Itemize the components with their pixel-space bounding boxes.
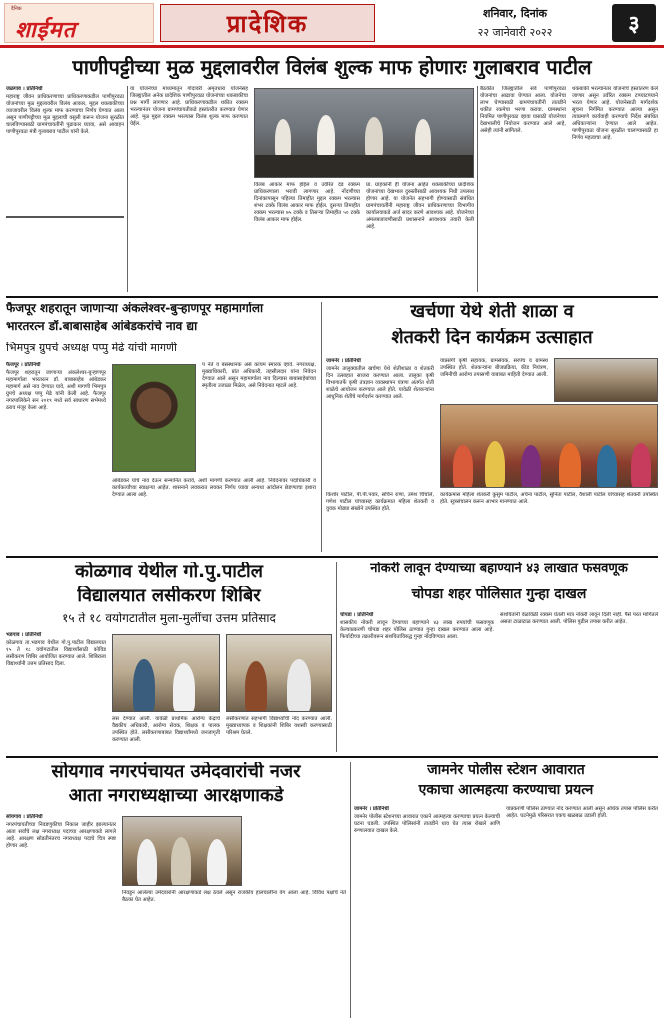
vaccine-body-2: लस देण्यात आली. यावेळी प्राथमिक आरोग्य केंद्राचे वैद्यकीय अधिकारी, आरोग्य सेवक, शिक्षक व पालक उपस्थित होते. लसीकरणाबाबत विद्यार्थ्यांमध्ये जनजागृती करण्यात आली. <box>112 716 220 743</box>
vaccine-column-3 <box>226 716 332 752</box>
election-photo <box>122 816 242 886</box>
election-headline-1: सोयगाव नगरपंचायत उमेदवारांची नजर <box>51 762 301 782</box>
lead-photo-field <box>6 216 124 218</box>
newspaper-logo <box>4 3 154 43</box>
vaccine-photo-2 <box>226 634 332 712</box>
highway-headline-1: फैजपूर शहरातून जाणाऱ्या अंकलेश्वर-बुऱ्हाणपूर महामार्गाला <box>6 302 264 315</box>
farm-headline-1: खर्चणा येथे शेती शाळा व <box>410 302 574 322</box>
highway-headline-2: भारतरत्न डॉ.बाबासाहेब आंबेडकरांचे नाव द्या <box>6 320 198 333</box>
farm-column-4 <box>440 492 658 552</box>
vaccine-body-1: कोळगाव ता.भडगाव येथील गो.पु.पाटील विद्यालयात १५ ते १८ वयोगटातील विद्यार्थ्यांसाठी कोविड लसीकरण शिबिर आयोजित करण्यात आले. शिबिराला विद्यार्थ्यांनी उत्तम प्रतिसाद दिला. <box>6 640 106 667</box>
highway-column-2 <box>202 362 316 472</box>
lead-headline: पाणीपट्टीच्या मुळ मुद्दलावरील विलंब शुल्क माफ होणारः गुलाबराव पाटील <box>72 56 592 79</box>
section-title: प्रादेशिक <box>226 9 309 38</box>
farm-byline: जामनेर । प्रतिनिधी <box>326 358 361 364</box>
election-body-1: नगरपंचायतीच्या निवडणुकीचा निकाल जाहीर झाल्यानंतर आता सर्वांचे लक्ष नगराध्यक्ष पदाच्या आरक्षणाकडे लागले आहे. आरक्षण सोडतीनंतरच नगराध्यक्ष पदाचे चित्र स्पष्ट होणार आहे. <box>6 822 116 849</box>
fraud-headline: नोकरी लावून देण्याच्या बहाण्याने ४३ लाखात फसवणूक <box>370 562 628 576</box>
election-column-1 <box>6 814 116 1018</box>
farm-body-4: कार्यक्रमास महिला शेतकरी कुसुम पाटील, अर्चना पाटील, सुनिता पाटील, वैशाली पाटील यांच्यासह शेतकरी उपस्थित होते. सूत्रसंचालन करून आभार मानण्यात आले. <box>440 492 658 505</box>
highway-body-1: फैजपूर शहरातून जाणाऱ्या अंकलेश्वर-बुऱ्हाणपूर महामार्गाला भारतरत्न डॉ. बाबासाहेब आंबेडकर महामार्ग असे नाव देण्यात यावे, अशी मागणी भिमपुत्र ग्रुपचे अध्यक्ष पप्पु मेढे यांनी केली आहे. फैजपूर नगरपालिकेने सन २०१९ मध्ये सर्व साधारण सभेमध्ये ठराव मंजूर केला आहे. <box>6 370 106 411</box>
lead-body-3: विलंब आकार माफ होईल व उर्वरित दंड रक्कम प्राधिकरणाला भरावी लागणार आहे. नोंदणीच्या दिनांकापासून पहिल्या तिमाहीत मुद्दल रक्कम भरल्यास शंभर टक्के विलंब आकार माफ होईल. दुसऱ्या तिमाहीत रक्कम भरल्यास ७५ टक्के व तिसऱ्या तिमाहीत ५० टक्के विलंब आकार माफ होईल. <box>254 182 360 223</box>
farm-headline-2: शेतकरी दिन कार्यक्रम उत्साहात <box>391 328 593 348</box>
farm-column-1 <box>326 358 434 478</box>
vaccine-column-1 <box>6 632 106 752</box>
fraud-body-1: शासकीय नोकरी लावून देण्याच्या बहाण्याने ४३ लाख रुपयांची फसवणूक केल्याप्रकरणी चोपडा शहर पोलिस ठाण्यात गुन्हा दाखल करण्यात आला आहे. फिर्यादीच्या तक्रारीवरून संशयितांविरुद्ध गुन्हा नोंदविण्यात आला. <box>340 620 494 640</box>
lead-body-1: महाराष्ट्र जीवन प्राधिकरणाच्या प्राधिकरणाकडील पाणीपुरवठा योजनांच्या मुळ मुद्दलावरील विलंब आकार, मुद्दल थकबाकीच्या व्याजावरील विलंब शुल्क माफ करण्याचा निर्णय घेण्यात आला असून पाणीपट्टीच्या मूळ मुद्दलाची वसुली करून योजना सुरळीत चालविण्यासाठी ग्रामपंचायतींनी पुढाकार घ्यावा, असे आवाहन पाणीपुरवठा मंत्री गुलाबराव पाटील यांनी केले. <box>6 94 124 135</box>
station-headline-2: एकाचा आत्महत्या करण्याचा प्रयत्न <box>418 782 594 798</box>
fraud-column-1 <box>340 612 494 752</box>
highway-column-3 <box>112 478 316 552</box>
fraud-byline: चोपडा । प्रतिनिधी <box>340 612 374 618</box>
highway-body-2: प नेते व बसस्थानक असे कायम स्मारक व्हावे. नगराध्यक्ष, मुख्याधिकारी, प्रांत अधिकारी, तहसीलदार यांना निवेदन देण्यात आले असून महामार्गाला नाव दिल्यास बाबासाहेबांच्या स्मृतीला उजाळा मिळेल, असे निवेदनात म्हटले आहे. <box>202 362 316 389</box>
section-divider <box>6 556 658 558</box>
lead-photo-meeting <box>254 88 474 178</box>
section-banner <box>160 4 375 42</box>
lead-body-4: प्रा. ग्राहकांनी ही योजना आहेत थकबाकीच्या प्रादेशिक योजनांच्या देखभाल दुरुस्तीसाठी आवश्यक निधी उपलब्ध होणार आहे. या योजनेत सहभागी होण्यासाठी संबंधित ग्रामपंचायतींनी महाराष्ट्र जीवन प्राधिकरणाच्या विभागीय कार्यालयाकडे अर्ज सादर करणे आवश्यक आहे. योजनेच्या अंमलबजावणीसाठी प्रशासनाने आवश्यक तयारी केली आहे. <box>366 182 474 230</box>
masthead <box>0 0 664 48</box>
farm-photo-meeting <box>554 358 658 402</box>
vaccine-headline-2: विद्यालयात लसीकरण शिबिर <box>77 586 261 606</box>
election-body-2: निवडून आलेल्या उमेदवारांनी आरक्षणाकडे लक्ष ठेवले असून राजकीय हालचालींना वेग आला आहे. विविध पक्षांचे नेते बैठका घेत आहेत. <box>122 890 346 903</box>
page-number-badge <box>612 4 656 42</box>
column-separator <box>336 562 337 752</box>
section-divider <box>6 296 658 298</box>
date-value: २२ जानेवारी २०२२ <box>477 26 553 39</box>
station-body-1: जामनेर पोलीस स्टेशनच्या आवारात एकाने आत्महत्या करण्याचा प्रयत्न केल्याची घटना घडली. उपस्थित पोलिसांनी तातडीने धाव घेत त्यास रोखले आणि रुग्णालयात दाखल केले. <box>354 814 500 834</box>
vaccine-subhead: १५ ते १८ वयोगटातील मुला-मुलींचा उत्तम प्रतिसाद <box>62 612 276 625</box>
highway-column-1 <box>6 362 106 552</box>
station-column-1 <box>354 806 500 1018</box>
highway-body-3: आंबेडकर यांचे नाव देऊन सन्मानित करावे, अशी मागणी करण्यात आली आहे. निवेदनावर पदाधिकारी व कार्यकर्त्यांच्या स्वाक्षऱ्या आहेत. शासनाने लवकरात लवकर निर्णय घ्यावा अन्यथा आंदोलन छेडण्याचा इशारा देण्यात आला आहे. <box>112 478 316 498</box>
station-headline-1: जामनेर पोलीस स्टेशन आवारात <box>427 762 585 778</box>
vaccine-headline-1: कोळगाव येथील गो.पु.पाटील <box>75 562 263 582</box>
election-headline-2: आता नगराध्यक्षाच्या आरक्षणाकडे <box>68 786 284 806</box>
lead-column-1 <box>6 86 124 292</box>
lead-byline: जळगाव । प्रतिनिधी <box>6 86 43 92</box>
vaccine-body-3: लसीकरणात सहभागी विद्यार्थ्यांची नोंद करण्यात आली. मुख्याध्यापक व शिक्षकांनी शिबिर यशस्वी करण्यासाठी परिश्रम घेतले. <box>226 716 332 736</box>
election-byline: सोयगाव । प्रतिनिधी <box>6 814 43 820</box>
lead-column-2 <box>130 86 248 292</box>
section-divider <box>6 756 658 758</box>
highway-photo-portrait <box>112 364 196 472</box>
farm-body-3: किशोर पाटील, पी.पी.पवार, सचिन राणा, उमेश चिंचोले, गणेश पाटील यांच्यासह कार्यक्रमात महिला शेतकरी व युवक मोठ्या संख्येने उपस्थित होते. <box>326 492 434 512</box>
election-column-2 <box>122 890 346 1018</box>
date-day: शनिवार, दिनांक <box>483 7 547 20</box>
station-body-2: याप्रकरणी पोलिस ठाण्यात नोंद करण्यात आली असून अधिक तपास पोलिस करीत आहेत. घटनेमुळे परिसरात एकच खळबळ उडाली होती. <box>506 806 658 819</box>
fraud-body-2: संशयितांनी वेळोवेळी रक्कम घेतली मात्र नोकरी लावून दिली नाही. पैसे परत मागितले असता टाळाटाळ करण्यात आली. पोलिस पुढील तपास करीत आहेत. <box>500 612 658 625</box>
farm-column-2 <box>440 358 548 402</box>
farm-photo-gathering <box>440 404 658 488</box>
page-number: ३ <box>628 12 640 37</box>
vaccine-photo-1 <box>112 634 220 712</box>
column-separator <box>321 302 322 552</box>
lead-column-6 <box>572 86 658 292</box>
lead-body-5: बैठकीत जिल्ह्यातील सर्व पाणीपुरवठा योजनांचा आढावा घेण्यात आला. योजनेचा लाभ घेण्यासाठी ग्रामपंचायतींनी तातडीने थकीत रकमेचा भरणा करावा. ग्रामस्थांना नियमित पाणीपुरवठा व्हावा यासाठी योजनेच्या देखभालीचे नियोजन करण्यात आले आहे, असेही त्यांनी सांगितले. <box>480 86 566 134</box>
farm-body-1: जामनेर तालुक्यातील खर्चणा येथे शेतीशाळा व शेतकरी दिन उत्साहात साजरा करण्यात आला. तालुका कृषी विभागातर्फे कृषी तंत्रज्ञान व्यवस्थापन यंत्रणा अंतर्गत शेती शाळेचे आयोजन करण्यात आले होते. यावेळी शेतकऱ्यांना आधुनिक शेतीचे मार्गदर्शन करण्यात आले. <box>326 366 434 400</box>
fraud-column-2 <box>500 612 658 752</box>
lead-column-3 <box>254 182 360 292</box>
date-block <box>440 6 590 40</box>
lead-column-4 <box>366 182 474 292</box>
lead-body-6: थकबाकी भरल्यानंतर योजनांचे हस्तांतरण केले जाणार असून उर्वरित रक्कम टप्प्याटप्प्याने भरता येणार आहे. योजनेसाठी मार्गदर्शक सूचना निर्गमित करण्यात आल्या असून त्याप्रमाणे कार्यवाही करण्याचे निर्देश संबंधित अधिकाऱ्यांना देण्यात आले आहेत. पाणीपुरवठा योजना सुरळीत चालण्यासाठी हा निर्णय महत्वाचा आहे. <box>572 86 658 141</box>
farm-column-3 <box>326 492 434 552</box>
lead-body-2: या योजनेच्या माध्यमातून गोदावरी अमृतधारा योजनेसह जिल्ह्यातील अनेक प्रादेशिक पाणीपुरवठा योजनांच्या थकबाकीचा प्रश्न मार्गी लागणार आहे. प्राधिकरणाकडील थकीत रक्कम भरल्यानंतर योजना ग्रामपंचायतीकडे हस्तांतरीत करण्यात येणार आहे. मूळ मुद्दल रक्कम भरल्यास विलंब शुल्क माफ करण्यात येईल. <box>130 86 248 127</box>
lead-column-rule <box>477 86 478 292</box>
column-separator <box>350 762 351 1018</box>
farm-body-2: याप्रसंगी कृषी सहायक, ग्रामसेवक, सरपंच व ग्रामस्थ उपस्थित होते. शेतकऱ्यांना बीजप्रक्रिया, कीड नियंत्रण, जमिनीची आरोग्य तपासणी याबाबत माहिती देण्यात आली. <box>440 358 548 378</box>
lead-column-rule <box>127 86 128 292</box>
station-column-2 <box>506 806 658 1018</box>
station-byline: जामनेर । प्रतिनिधी <box>354 806 389 812</box>
logo-text: शाईमत <box>15 18 77 43</box>
vaccine-column-2 <box>112 716 220 752</box>
logo-tagline: दैनिक <box>11 6 22 12</box>
highway-byline: फैजपूर । प्रतिनिधी <box>6 362 41 368</box>
highway-subhead: भिमपुत्र ग्रुपचे अध्यक्ष पप्पु मेढे यांची मागणी <box>6 342 177 354</box>
fraud-subhead: चोपडा शहर पोलिसात गुन्हा दाखल <box>411 586 587 602</box>
lead-column-5 <box>480 86 566 292</box>
vaccine-byline: भडगाव । प्रतिनिधी <box>6 632 42 638</box>
